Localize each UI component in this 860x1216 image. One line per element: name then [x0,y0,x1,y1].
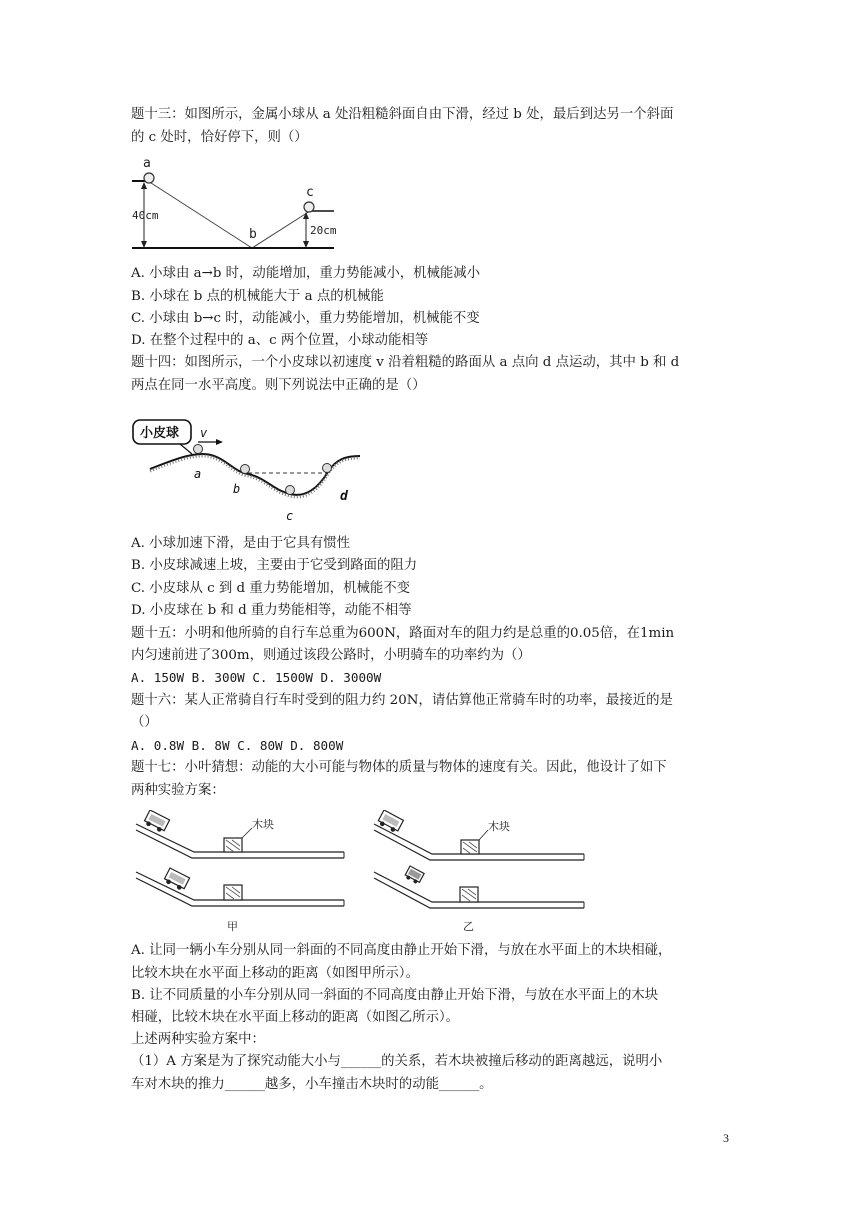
q14-label-b: b [233,482,241,496]
q17-option-a-line1: A. 让同一辆小车分别从同一斜面的不同高度由静止开始下滑，与放在水平面上的木块相碰， [131,943,672,958]
q13-label-c: c [306,185,314,200]
q17-option-b-line2: 相碰，比较木块在水平面上移动的距离（如图乙所示）。 [131,1010,460,1025]
q16-stem-line1: 题十六：某人正常骑自行车时受到的阻力约 20N，请估算他正常骑车时的功率，最接近的是 [131,693,673,708]
q17-figure-jia [132,810,347,935]
q14-option-b: B. 小皮球减速上坡，主要由于它受到路面的阻力 [131,558,418,573]
q14-v-label: v [200,426,208,440]
page-number: 3 [723,1131,729,1145]
ball-c [304,202,314,212]
q17-sub1-line2: 车对木块的推力______越多，小车撞击木块时的动能______。 [131,1077,493,1092]
q17-jia-label: 甲 [227,920,238,933]
q14-figure [128,412,368,527]
q15-stem-line1: 题十五：小明和他所骑的自行车总重为600N，路面对车的阻力约是总重的0.05倍，在1min [131,626,675,641]
q17-option-a-line2: 比较木块在水平面上移动的距离（如图甲所示）。 [131,966,419,981]
q13-option-a: A. 小球由 a→b 时，动能增加，重力势能减小，机械能减小 [131,266,481,281]
q16-options: A. 0.8W B. 8W C. 80W D. 800W [131,738,344,753]
q15-stem-line2: 内匀速前进了300m，则通过该段公路时，小明骑车的功率约为（） [131,648,531,663]
q13-height-c: 20cm [310,224,337,237]
q14-stem-line2: 两点在同一水平高度。则下列说法中正确的是（） [131,378,426,393]
q16-stem-line2: （） [131,715,158,730]
q14-stem-line1: 题十四：如图所示，一个小皮球以初速度 v 沿着粗糙的路面从 a 点向 d 点运动，其中 b 和 d [131,355,680,370]
q13-option-d: D. 在整个过程中的 a、c 两个位置，小球动能相等 [131,333,429,348]
q14-option-d: D. 小皮球在 b 和 d 重力势能相等，动能不相等 [131,603,412,618]
q17-option-b-line1: B. 让不同质量的小车分别从同一斜面的不同高度由静止开始下滑，与放在水平面上的木块 [131,988,659,1003]
q13-label-a: a [143,156,151,171]
q17-figure-yi [370,810,590,935]
q14-label-d: d [340,489,348,504]
q17-yi-label: 乙 [463,920,474,933]
q13-stem-line2: 的 c 处时，恰好停下，则（） [131,130,308,145]
q17-context: 上述两种实验方案中： [131,1032,265,1047]
q13-figure [128,154,348,254]
q17-jia-block-label: 木块 [252,818,274,831]
q14-label-c: c [286,509,294,523]
q14-option-c: C. 小皮球从 c 到 d 重力势能增加，机械能不变 [131,581,411,596]
q17-yi-block-label: 木块 [488,820,510,833]
q13-height-a: 40cm [132,209,159,222]
q13-option-b: B. 小球在 b 点的机械能大于 a 点的机械能 [131,289,384,304]
q15-options: A. 150W B. 300W C. 1500W D. 3000W [131,670,382,685]
q14-label-a: a [194,467,202,481]
q13-option-c: C. 小球由 b→c 时，动能减小，重力势能增加，机械能不变 [131,311,480,326]
ball-a [144,173,154,183]
q17-stem-line2: 两种实验方案： [131,783,225,798]
q14-ball-label: 小皮球 [140,426,180,441]
q14-option-a: A. 小球加速下滑，是由于它具有惯性 [131,536,351,551]
q17-stem-line1: 题十七：小叶猜想：动能的大小可能与物体的质量与物体的速度有关。因此，他设计了如下 [131,760,667,775]
q13-label-b: b [249,227,257,242]
q13-stem-line1: 题十三：如图所示，金属小球从 a 处沿粗糙斜面自由下滑，经过 b 处，最后到达另一个斜面 [131,107,674,122]
q17-sub1-line1: （1）A 方案是为了探究动能大小与______的关系，若木块被撞后移动的距离越远，说明小 [131,1054,663,1069]
